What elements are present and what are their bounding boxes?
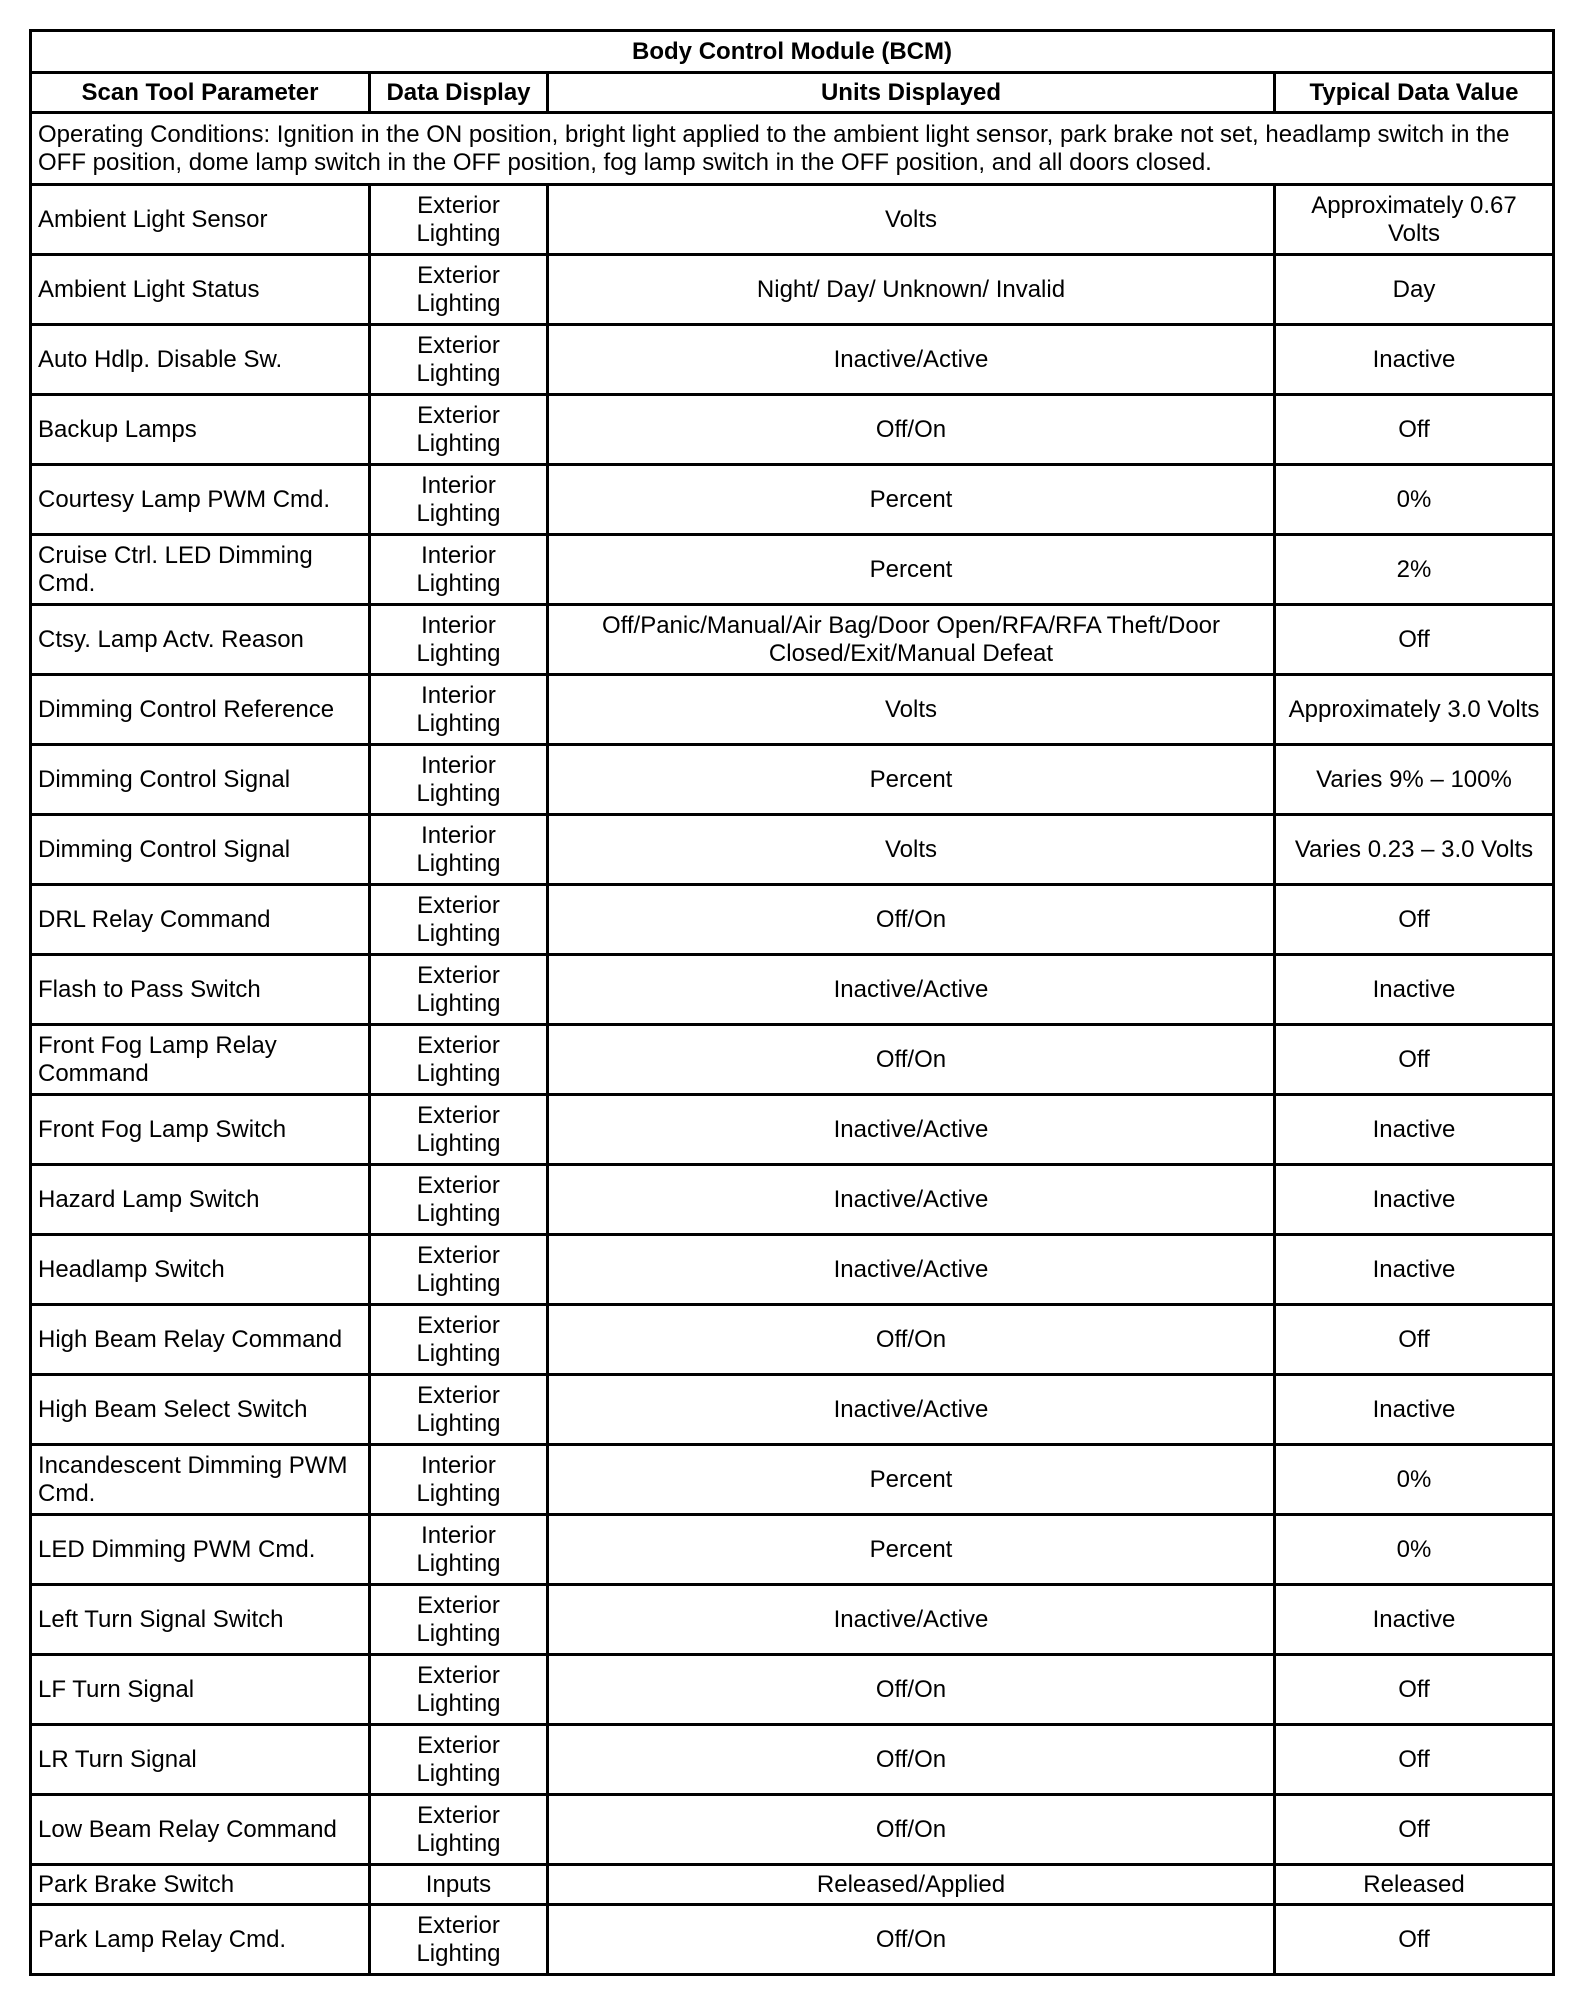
cell-data-display: Exterior Lighting (370, 1305, 548, 1375)
table-row (31, 1585, 1554, 1655)
table-row (31, 1375, 1554, 1445)
cell-units: Volts (548, 185, 1275, 255)
cell-data-display: Exterior Lighting (370, 1375, 548, 1445)
cell-data-display: Interior Lighting (370, 1445, 548, 1515)
cell-typical-value: Day (1275, 255, 1554, 325)
table-row (31, 885, 1554, 955)
cell-typical-value: 0% (1275, 1515, 1554, 1585)
cell-parameter: High Beam Relay Command (31, 1305, 370, 1375)
cell-typical-value: Off (1275, 1795, 1554, 1865)
table-row (31, 395, 1554, 465)
cell-parameter: Dimming Control Reference (31, 675, 370, 745)
cell-parameter: Front Fog Lamp Switch (31, 1095, 370, 1165)
table-row (31, 1165, 1554, 1235)
cell-units: Inactive/Active (548, 1095, 1275, 1165)
cell-parameter: Dimming Control Signal (31, 815, 370, 885)
cell-parameter: Incandescent Dimming PWM Cmd. (31, 1445, 370, 1515)
cell-units: Off/On (548, 1655, 1275, 1725)
header-typical-data-value: Typical Data Value (1275, 73, 1554, 113)
cell-data-display: Interior Lighting (370, 605, 548, 675)
cell-data-display: Exterior Lighting (370, 1235, 548, 1305)
cell-typical-value: Off (1275, 1305, 1554, 1375)
cell-units: Percent (548, 1515, 1275, 1585)
cell-parameter: Front Fog Lamp Relay Command (31, 1025, 370, 1095)
cell-units: Off/On (548, 1305, 1275, 1375)
cell-parameter: Park Lamp Relay Cmd. (31, 1905, 370, 1975)
table-row (31, 255, 1554, 325)
cell-units: Released/Applied (548, 1865, 1275, 1905)
cell-parameter: Ambient Light Status (31, 255, 370, 325)
cell-parameter: Backup Lamps (31, 395, 370, 465)
cell-parameter: Headlamp Switch (31, 1235, 370, 1305)
cell-typical-value: Off (1275, 1725, 1554, 1795)
cell-data-display: Exterior Lighting (370, 185, 548, 255)
cell-units: Off/Panic/Manual/Air Bag/Door Open/RFA/RFA Theft/Door Closed/Exit/Manual Defeat (548, 605, 1275, 675)
bcm-data-table (29, 29, 1555, 1976)
cell-data-display: Exterior Lighting (370, 1655, 548, 1725)
cell-units: Volts (548, 815, 1275, 885)
cell-typical-value: Inactive (1275, 325, 1554, 395)
cell-parameter: Cruise Ctrl. LED Dimming Cmd. (31, 535, 370, 605)
cell-parameter: DRL Relay Command (31, 885, 370, 955)
cell-units: Inactive/Active (548, 1235, 1275, 1305)
cell-units: Inactive/Active (548, 955, 1275, 1025)
cell-typical-value: 2% (1275, 535, 1554, 605)
cell-typical-value: Inactive (1275, 1165, 1554, 1235)
cell-typical-value: Approximately 3.0 Volts (1275, 675, 1554, 745)
cell-typical-value: Approximately 0.67 Volts (1275, 185, 1554, 255)
table-row (31, 1305, 1554, 1375)
table-row (31, 745, 1554, 815)
table-row (31, 675, 1554, 745)
header-scan-tool-parameter: Scan Tool Parameter (31, 73, 370, 113)
cell-data-display: Exterior Lighting (370, 395, 548, 465)
operating-conditions-row (31, 113, 1554, 185)
cell-typical-value: Inactive (1275, 955, 1554, 1025)
cell-units: Off/On (548, 1025, 1275, 1095)
cell-units: Percent (548, 1445, 1275, 1515)
cell-units: Off/On (548, 1725, 1275, 1795)
title-row (31, 31, 1554, 73)
cell-data-display: Exterior Lighting (370, 1165, 548, 1235)
cell-data-display: Interior Lighting (370, 815, 548, 885)
table-row (31, 325, 1554, 395)
cell-units: Percent (548, 535, 1275, 605)
cell-units: Off/On (548, 395, 1275, 465)
cell-typical-value: Inactive (1275, 1235, 1554, 1305)
table-row (31, 1905, 1554, 1975)
cell-parameter: Dimming Control Signal (31, 745, 370, 815)
cell-data-display: Interior Lighting (370, 675, 548, 745)
cell-typical-value: 0% (1275, 465, 1554, 535)
table-row (31, 1095, 1554, 1165)
cell-units: Night/ Day/ Unknown/ Invalid (548, 255, 1275, 325)
cell-parameter: Hazard Lamp Switch (31, 1165, 370, 1235)
cell-data-display: Exterior Lighting (370, 1095, 548, 1165)
cell-parameter: LR Turn Signal (31, 1725, 370, 1795)
cell-data-display: Exterior Lighting (370, 1585, 548, 1655)
header-units-displayed: Units Displayed (548, 73, 1275, 113)
table-row (31, 1655, 1554, 1725)
cell-data-display: Exterior Lighting (370, 255, 548, 325)
cell-units: Off/On (548, 1905, 1275, 1975)
cell-data-display: Interior Lighting (370, 1515, 548, 1585)
cell-data-display: Exterior Lighting (370, 1025, 548, 1095)
cell-units: Off/On (548, 1795, 1275, 1865)
cell-data-display: Exterior Lighting (370, 955, 548, 1025)
cell-typical-value: Released (1275, 1865, 1554, 1905)
cell-units: Off/On (548, 885, 1275, 955)
cell-data-display: Exterior Lighting (370, 1795, 548, 1865)
cell-parameter: LF Turn Signal (31, 1655, 370, 1725)
cell-parameter: Ctsy. Lamp Actv. Reason (31, 605, 370, 675)
cell-units: Inactive/Active (548, 1165, 1275, 1235)
cell-typical-value: Off (1275, 1655, 1554, 1725)
table-body (31, 113, 1554, 1975)
cell-parameter: Low Beam Relay Command (31, 1795, 370, 1865)
cell-typical-value: Varies 0.23 – 3.0 Volts (1275, 815, 1554, 885)
cell-data-display: Exterior Lighting (370, 885, 548, 955)
cell-units: Percent (548, 465, 1275, 535)
cell-typical-value: Inactive (1275, 1585, 1554, 1655)
cell-data-display: Exterior Lighting (370, 1725, 548, 1795)
cell-units: Percent (548, 745, 1275, 815)
cell-units: Volts (548, 675, 1275, 745)
cell-typical-value: Off (1275, 885, 1554, 955)
table-row (31, 1725, 1554, 1795)
cell-parameter: Courtesy Lamp PWM Cmd. (31, 465, 370, 535)
cell-data-display: Interior Lighting (370, 745, 548, 815)
table-row (31, 535, 1554, 605)
cell-parameter: High Beam Select Switch (31, 1375, 370, 1445)
cell-data-display: Exterior Lighting (370, 1905, 548, 1975)
cell-typical-value: Off (1275, 395, 1554, 465)
operating-conditions: Operating Conditions: Ignition in the ON position, bright light applied to the ambient light sensor, park brake not set, headlamp switch in the OFF position, dome lamp switch in the OFF position, fog lamp switch in the OFF position, and all doors closed. (31, 113, 1554, 185)
cell-parameter: Left Turn Signal Switch (31, 1585, 370, 1655)
cell-units: Inactive/Active (548, 1585, 1275, 1655)
cell-parameter: Ambient Light Sensor (31, 185, 370, 255)
table-row (31, 815, 1554, 885)
table-row (31, 1025, 1554, 1095)
cell-parameter: Park Brake Switch (31, 1865, 370, 1905)
table-title: Body Control Module (BCM) (31, 31, 1554, 73)
cell-data-display: Exterior Lighting (370, 325, 548, 395)
cell-typical-value: Inactive (1275, 1095, 1554, 1165)
table-row (31, 605, 1554, 675)
table-row (31, 1235, 1554, 1305)
cell-parameter: Auto Hdlp. Disable Sw. (31, 325, 370, 395)
cell-data-display: Interior Lighting (370, 535, 548, 605)
table-row (31, 1445, 1554, 1515)
table-row (31, 1795, 1554, 1865)
cell-units: Inactive/Active (548, 325, 1275, 395)
cell-typical-value: Off (1275, 1905, 1554, 1975)
table-row (31, 955, 1554, 1025)
table-row (31, 465, 1554, 535)
cell-parameter: LED Dimming PWM Cmd. (31, 1515, 370, 1585)
cell-typical-value: Off (1275, 605, 1554, 675)
header-row (31, 73, 1554, 113)
cell-typical-value: Varies 9% – 100% (1275, 745, 1554, 815)
cell-typical-value: Inactive (1275, 1375, 1554, 1445)
table-row (31, 185, 1554, 255)
cell-parameter: Flash to Pass Switch (31, 955, 370, 1025)
cell-data-display: Interior Lighting (370, 465, 548, 535)
cell-typical-value: Off (1275, 1025, 1554, 1095)
cell-data-display: Inputs (370, 1865, 548, 1905)
header-data-display: Data Display (370, 73, 548, 113)
cell-units: Inactive/Active (548, 1375, 1275, 1445)
cell-typical-value: 0% (1275, 1445, 1554, 1515)
table-row (31, 1865, 1554, 1905)
table-row (31, 1515, 1554, 1585)
